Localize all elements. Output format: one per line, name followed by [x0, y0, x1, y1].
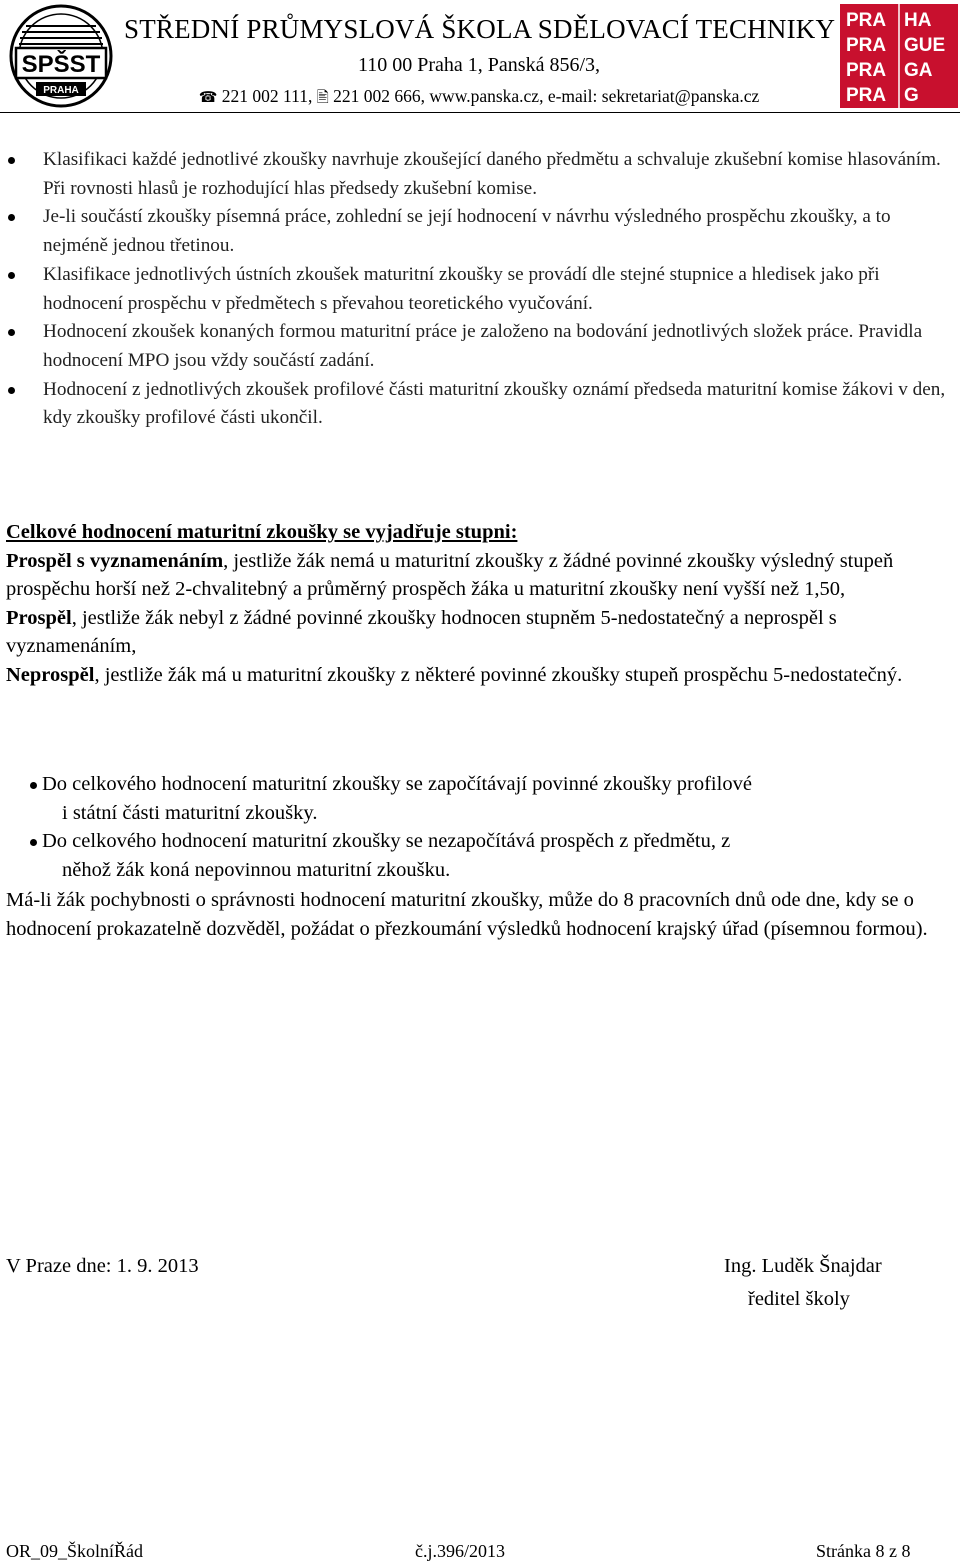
logo-text: SPŠST	[21, 51, 101, 78]
bullet-icon	[8, 157, 15, 164]
praha-logo-cell: PRA	[846, 60, 887, 81]
praha-logo-cell: G	[904, 85, 919, 106]
overall-grading-heading: Celkové hodnocení maturitní zkoušky se vyjadřuje stupni:	[6, 521, 518, 543]
list-item: Klasifikaci každé jednotlivé zkoušky navrhuje zkoušející daného předmětu a schvaluje zkušební komise hlasováním. Při rovnosti hlasů je rozhodující hlas předsedy zkušební komise.	[0, 146, 960, 203]
appeal-paragraph: Má-li žák pochybnosti o správnosti hodnocení maturitní zkoušky, může do 8 pracovních dnů ode dne, kdy se o hodnocení prokazatelně dozvěděl, požádat o přezkoumání výsledků hodnocení krajský úřad (písemnou formou).	[6, 889, 928, 940]
phone-icon: ☎	[198, 90, 218, 106]
list-item: Hodnocení z jednotlivých zkoušek profilové části maturitní zkoušky oznámí předseda maturitní komise žákovi v den, kdy zkoušky profilové části ukončil.	[0, 376, 960, 433]
issue-date: V Praze dne: 1. 9. 2013	[6, 1255, 199, 1277]
inclusion-list	[0, 770, 960, 885]
bullet-icon	[8, 272, 15, 279]
phone-number: 221 002 111,	[221, 86, 313, 106]
school-logo	[6, 4, 116, 108]
praha-logo	[840, 4, 958, 108]
praha-logo-cell: PRA	[846, 85, 887, 106]
list-item: Hodnocení zkoušek konaných formou maturitní práce je založeno na bodování jednotlivých složek práce. Pravidla hodnocení MPO jsou vždy součástí zadání.	[0, 318, 960, 375]
praha-logo-cell: GUE	[904, 35, 946, 56]
grade-distinction: Prospěl s vyznamenáním, jestliže žák nemá u maturitní zkoušky z žádné povinné zkoušky výsledný stupeň prospěchu horší než 2-chvalitebný a průměrný prospěch žáka u maturitní zkoušky není vyšší než 1,50,	[6, 549, 894, 601]
praha-logo-cell: GA	[904, 60, 933, 81]
list-item: Do celkového hodnocení maturitní zkoušky se započítávají povinné zkoušky profilové i státní části maturitní zkoušky.	[0, 770, 960, 827]
overall-grading	[6, 518, 946, 690]
footer-reference: č.j.396/2013	[415, 1541, 505, 1561]
praha-logo-cell: PRA	[846, 10, 887, 31]
list-item: Do celkového hodnocení maturitní zkoušky se nezapočítává prospěch z předmětu, z něhož žák koná nepovinnou maturitní zkoušku.	[0, 827, 960, 884]
grade-pass: Prospěl, jestliže žák nebyl z žádné povinné zkoušky hodnocen stupněm 5-nedostatečný a neprospěl s vyznamenáním,	[6, 606, 837, 658]
fax-icon: 🖹	[316, 90, 329, 106]
footer-doc-code: OR_09_ŠkolníŘád	[6, 1541, 144, 1561]
school-name: STŘEDNÍ PRŮMYSLOVÁ ŠKOLA SDĚLOVACÍ TECHNIKY	[124, 14, 836, 44]
logo-subtext: PRAHA	[43, 85, 79, 96]
header-divider	[0, 112, 960, 113]
praha-logo-cell: PRA	[846, 35, 887, 56]
school-address: 110 00 Praha 1, Panská 856/3,	[357, 54, 600, 76]
bullet-icon	[8, 387, 15, 394]
bullet-icon	[30, 782, 37, 789]
signatory-title: ředitel školy	[748, 1288, 850, 1310]
list-item: Klasifikace jednotlivých ústních zkoušek maturitní zkoušky se provádí dle stejné stupnice a hledisek jako při hodnocení prospěchu v předmětech s převahou teoretického vyučování.	[0, 261, 960, 318]
bullet-icon	[8, 329, 15, 336]
signatory-name: Ing. Luděk Šnajdar	[724, 1255, 882, 1277]
school-contact	[124, 86, 834, 112]
footer-page-number: Stránka 8 z 8	[816, 1541, 911, 1561]
bullet-icon	[8, 214, 15, 221]
praha-logo-cell: HA	[904, 10, 932, 31]
rules-list	[0, 146, 960, 433]
grade-fail: Neprospěl, jestliže žák má u maturitní zkoušky z některé povinné zkoušky stupeň prospěchu 5-nedostatečný.	[6, 663, 903, 686]
list-item: Je-li součástí zkoušky písemná práce, zohlední se její hodnocení v návrhu výsledného prospěchu zkoušky, a to nejméně jednou třetinou.	[0, 203, 960, 260]
fax-and-web: 221 002 666, www.panska.cz, e-mail: sekretariat@panska.cz	[333, 86, 760, 106]
bullet-icon	[30, 839, 37, 846]
